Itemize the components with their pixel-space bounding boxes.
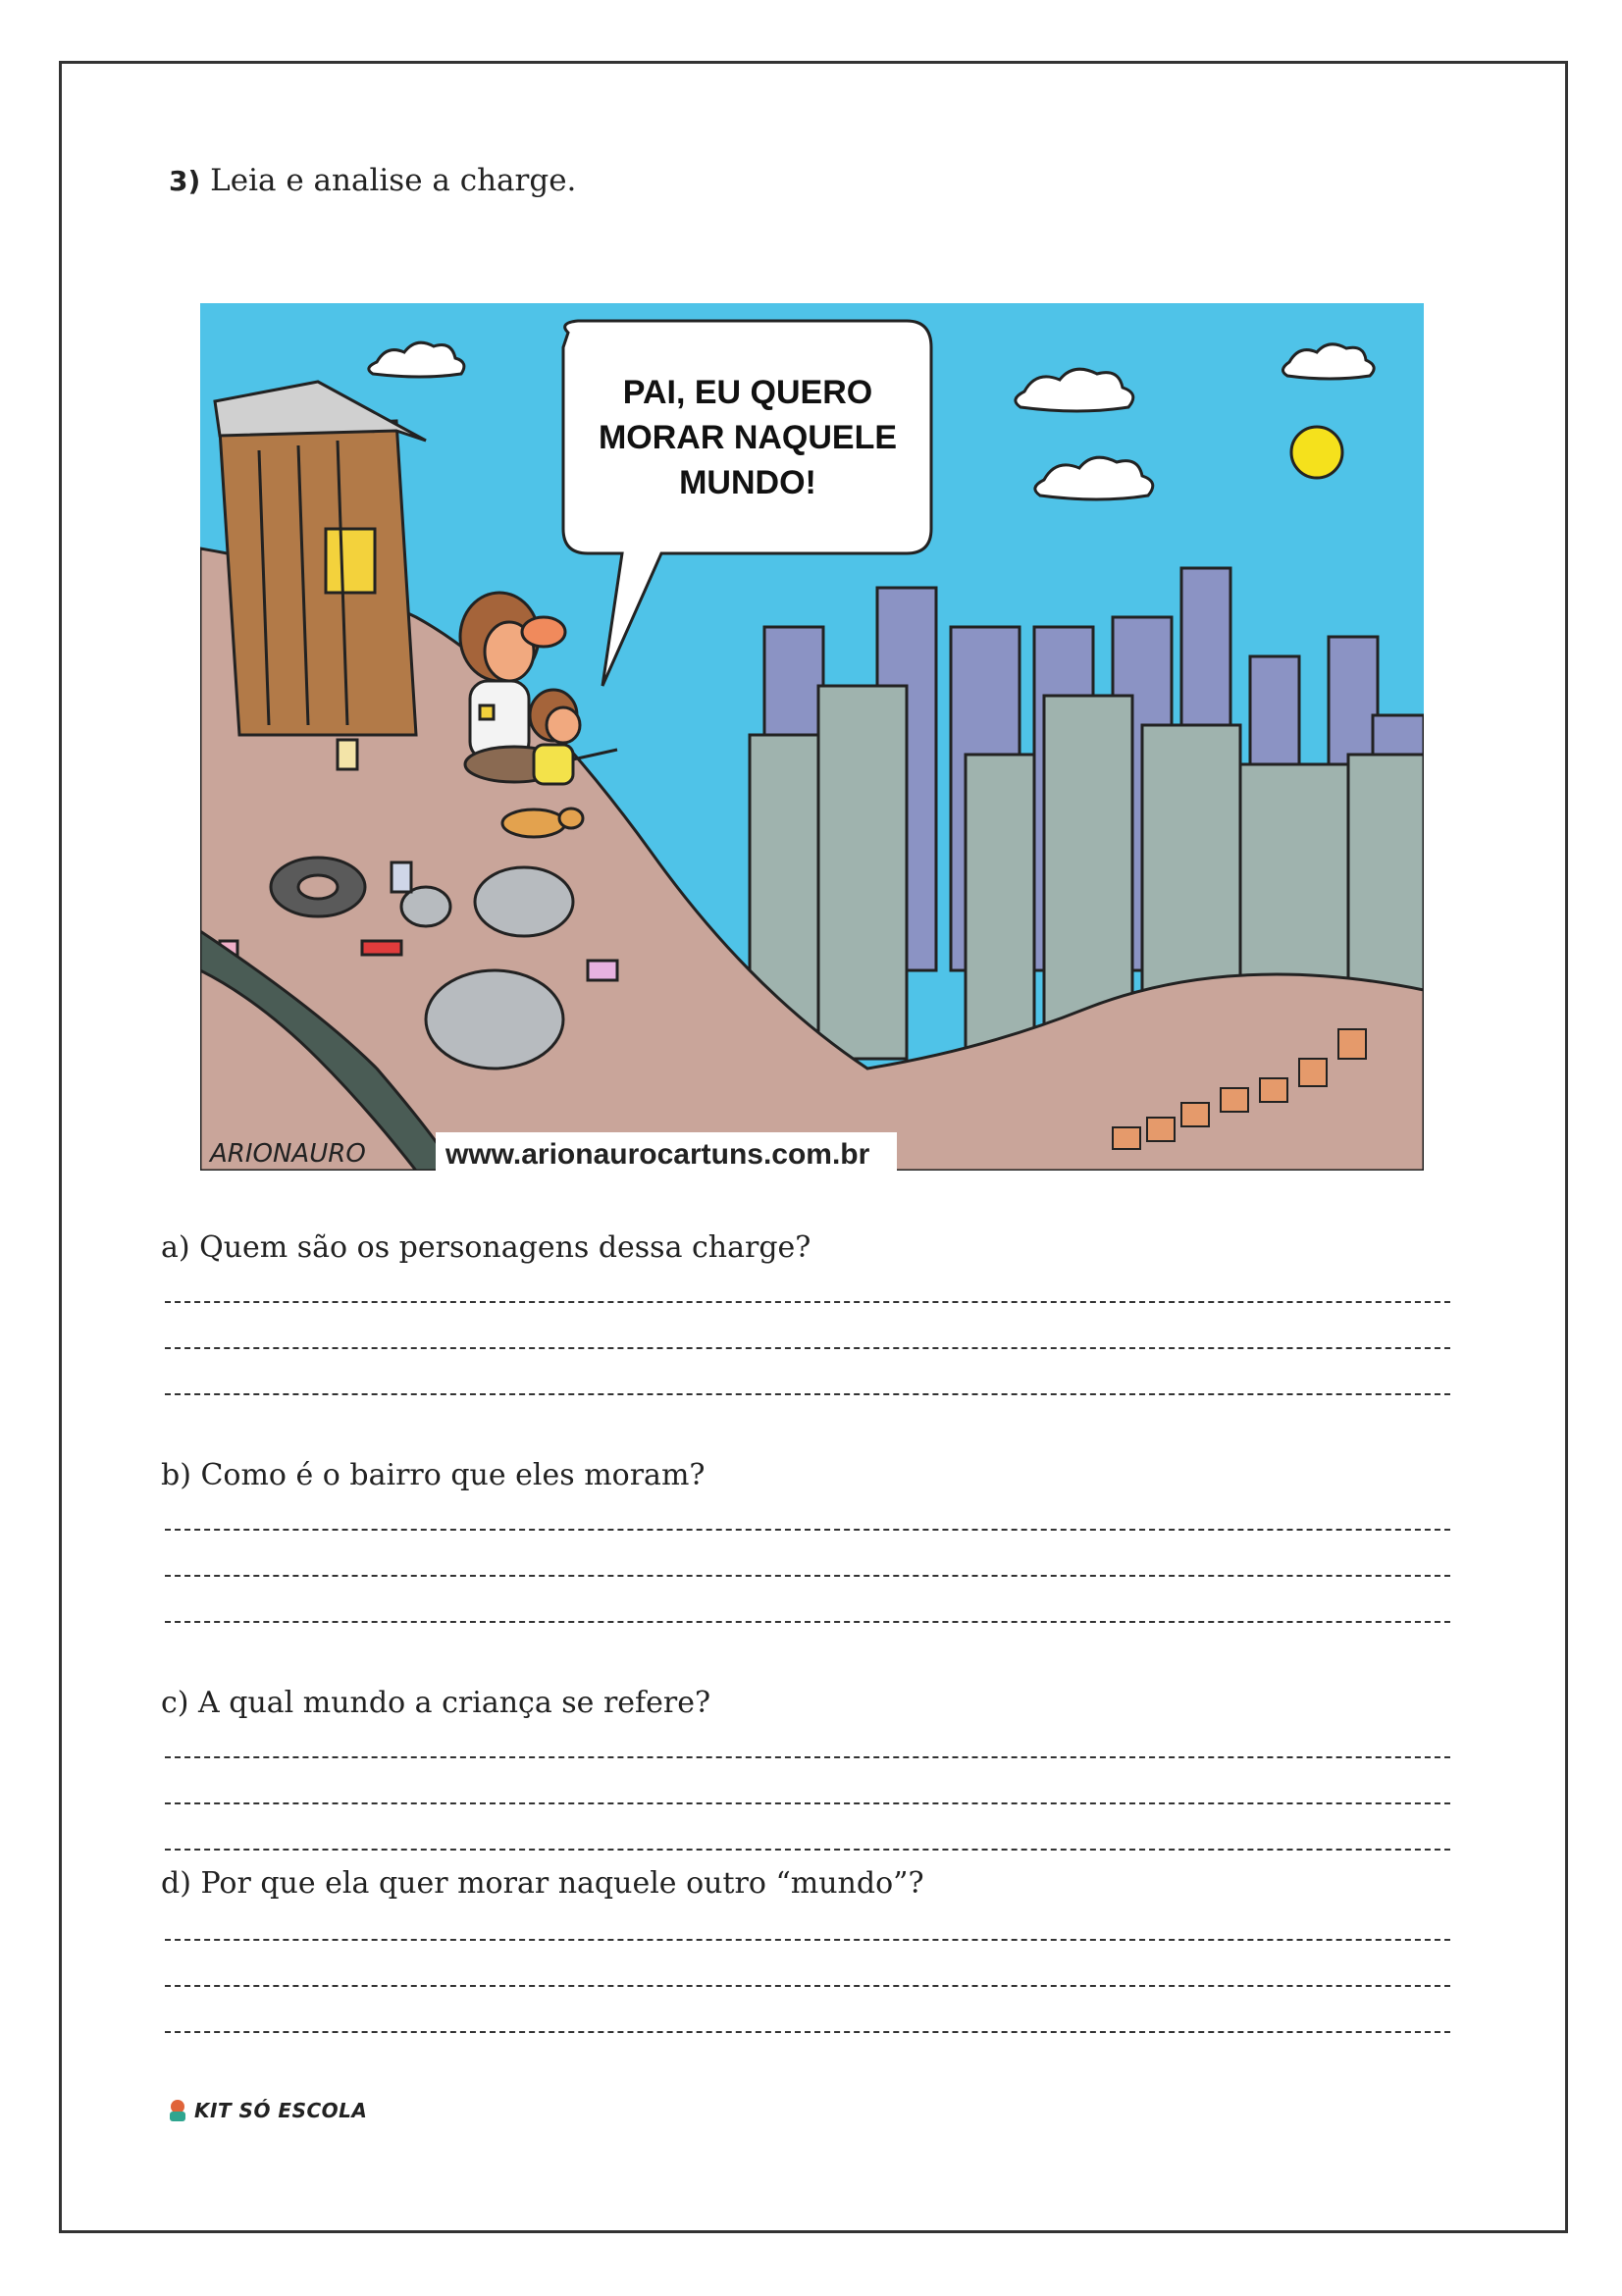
cartoonist-signature: ARIONAURO <box>210 1139 366 1169</box>
question-c: c) A qual mundo a criança se refere? <box>161 1686 711 1720</box>
answer-line[interactable] <box>165 1529 1450 1531</box>
answer-line[interactable] <box>165 1393 1450 1395</box>
question-b: b) Como é o bairro que eles moram? <box>161 1458 706 1492</box>
speech-line: MUNDO! <box>679 464 816 501</box>
logo-text: KIT SÓ ESCOLA <box>194 2099 368 2122</box>
student-icon <box>165 2098 190 2123</box>
answer-line[interactable] <box>165 1849 1450 1851</box>
speech-line: MORAR NAQUELE <box>598 419 898 456</box>
question-instruction: Leia e analise a charge. <box>210 163 577 198</box>
answer-line[interactable] <box>165 1575 1450 1577</box>
sun <box>1291 427 1342 478</box>
answer-line[interactable] <box>165 2031 1450 2033</box>
answer-line[interactable] <box>165 1756 1450 1758</box>
speech-line: PAI, EU QUERO <box>622 374 873 411</box>
question-d: d) Por que ela quer morar naquele outro “mundo”? <box>161 1866 924 1901</box>
answer-line[interactable] <box>165 1347 1450 1349</box>
answer-line[interactable] <box>165 1939 1450 1941</box>
answer-line[interactable] <box>165 1802 1450 1804</box>
answer-line[interactable] <box>165 1985 1450 1987</box>
tire <box>271 858 365 916</box>
cartoon-website: www.arionaurocartuns.com.br <box>445 1138 870 1171</box>
question-a: a) Quem são os personagens dessa charge? <box>161 1230 811 1265</box>
brand-logo <box>165 2098 367 2123</box>
question-number: 3) <box>169 165 201 197</box>
cartoon-image <box>200 303 1424 1171</box>
answer-line[interactable] <box>165 1621 1450 1623</box>
question-heading <box>169 163 576 198</box>
shack <box>215 382 426 735</box>
answer-line[interactable] <box>165 1301 1450 1303</box>
